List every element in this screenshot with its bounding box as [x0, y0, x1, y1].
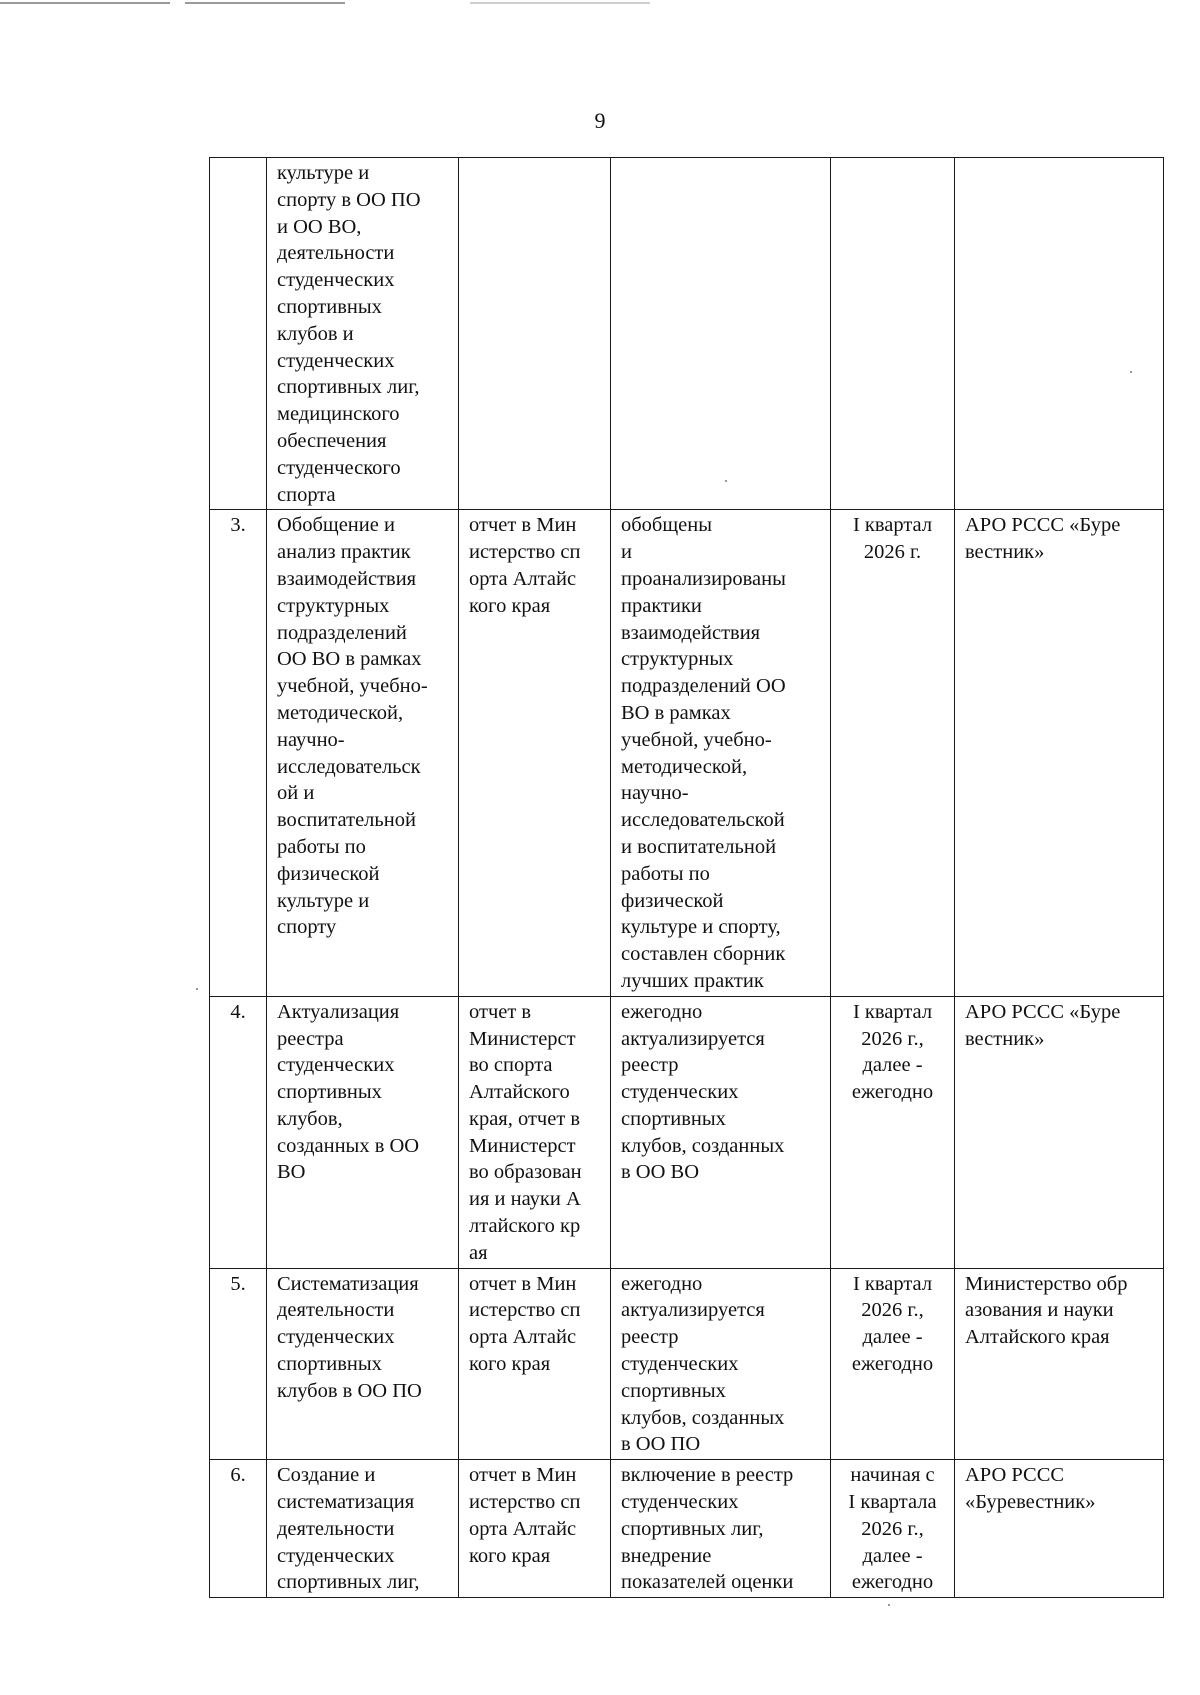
scan-edge-line: [470, 2, 650, 4]
table-row: [210, 158, 1164, 510]
term-cell: I квартал 2026 г.: [831, 510, 955, 996]
term-cell: начиная с I квартала 2026 г., далее - ежегодно: [831, 1460, 955, 1598]
term-cell: I квартал 2026 г., далее - ежегодно: [831, 996, 955, 1268]
result-cell: обобщены и проанализированы практики взаимодействия структурных подразделений ОО ВО в рамках учебной, учебно- методической, научно- исследовательской и воспитательной работы по физической культуре и спорту, составлен сборник лучших практик: [611, 510, 831, 996]
activity-cell: культуре и спорту в ОО ПО и ОО ВО, деятельности студенческих спортивных клубов и студенческих спортивных лиг, медицинского обеспечения студенческого спорта: [267, 158, 459, 510]
report-cell: отчет в Мин истерство сп орта Алтайс кого края: [459, 510, 611, 996]
scan-speck: [888, 1604, 890, 1606]
activity-cell: Актуализация реестра студенческих спортивных клубов, созданных в ОО ВО: [267, 996, 459, 1268]
executor-cell: Министерство обр азования и науки Алтайского края: [955, 1268, 1164, 1460]
row-number: 5.: [210, 1268, 267, 1460]
row-number: 3.: [210, 510, 267, 996]
plan-table: [209, 157, 1164, 1598]
scan-edge-line: [0, 2, 170, 4]
result-cell: ежегодно актуализируется реестр студенческих спортивных клубов, созданных в ОО ПО: [611, 1268, 831, 1460]
executor-cell: АРО РССС «Буревестник»: [955, 1460, 1164, 1598]
result-cell: [611, 158, 831, 510]
row-number: 4.: [210, 996, 267, 1268]
table-row: [210, 1460, 1164, 1598]
scan-speck: [196, 988, 198, 990]
table-row: [210, 1268, 1164, 1460]
report-cell: отчет в Мин истерство сп орта Алтайс кого края: [459, 1460, 611, 1598]
executor-cell: [955, 158, 1164, 510]
report-cell: [459, 158, 611, 510]
executor-cell: АРО РССС «Буре вестник»: [955, 510, 1164, 996]
activity-cell: Систематизация деятельности студенческих спортивных клубов в ОО ПО: [267, 1268, 459, 1460]
term-cell: I квартал 2026 г., далее - ежегодно: [831, 1268, 955, 1460]
executor-cell: АРО РССС «Буре вестник»: [955, 996, 1164, 1268]
row-number: [210, 158, 267, 510]
report-cell: отчет в Министерст во спорта Алтайского края, отчет в Министерст во образован ия и науки А лтайского кр ая: [459, 996, 611, 1268]
result-cell: ежегодно актуализируется реестр студенческих спортивных клубов, созданных в ОО ВО: [611, 996, 831, 1268]
scan-edge-line: [185, 2, 345, 4]
table-row: [210, 996, 1164, 1268]
page-number: 9: [594, 108, 606, 133]
result-cell: включение в реестр студенческих спортивных лиг, внедрение показателей оценки: [611, 1460, 831, 1598]
activity-cell: Создание и систематизация деятельности студенческих спортивных лиг,: [267, 1460, 459, 1598]
activity-cell: Обобщение и анализ практик взаимодействия структурных подразделений ОО ВО в рамках учебной, учебно- методической, научно- исследовательск ой и воспитательной работы по физической культуре и спорту: [267, 510, 459, 996]
scan-speck: [1130, 371, 1132, 373]
table-row: [210, 510, 1164, 996]
term-cell: [831, 158, 955, 510]
scan-speck: [725, 480, 727, 482]
report-cell: отчет в Мин истерство сп орта Алтайс кого края: [459, 1268, 611, 1460]
row-number: 6.: [210, 1460, 267, 1598]
